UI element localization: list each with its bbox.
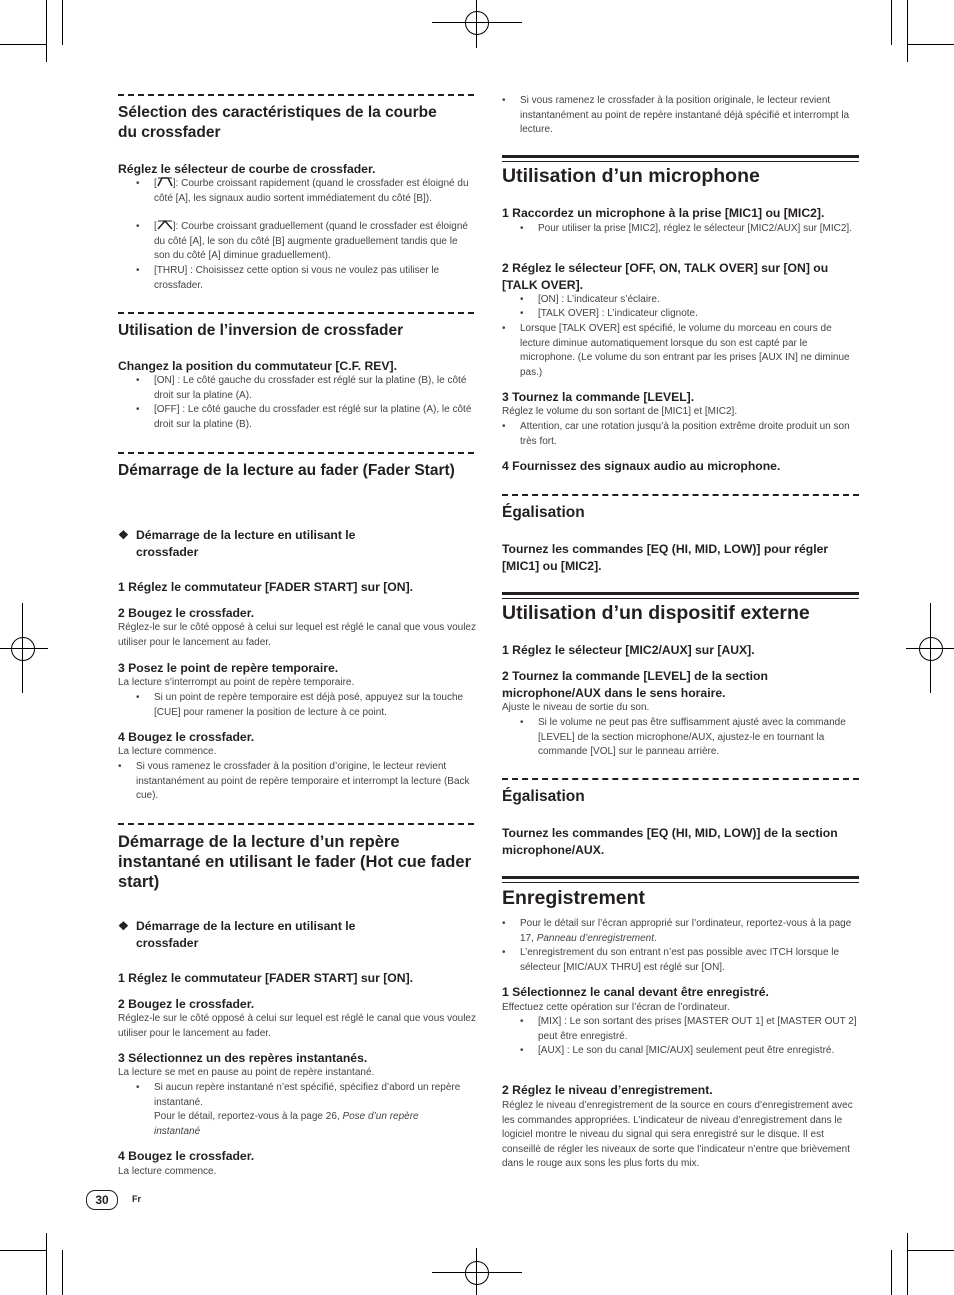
step-1: 1 Réglez le sélecteur [MIC2/AUX] sur [AUX]. (502, 643, 755, 657)
list-item: • Si vous ramenez le crossfader à la position originale, le lecteur revient instantanément au point de repère instantané déjà spécifié et interrompt la lecture. (520, 94, 860, 138)
step-2: 2 Réglez le sélecteur [OFF, ON, TALK OVER] sur [ON] ou [TALK OVER]. (502, 261, 829, 292)
list-item: • Attention, car une rotation jusqu’à la position extrême droite produit un son très fort. (520, 420, 860, 449)
section-title-microphone: Utilisation d’un microphone (502, 165, 760, 187)
step-text: Ajuste le niveau de sortie du son. (502, 702, 650, 713)
section-divider (118, 312, 474, 314)
list-item: • [THRU] : Choisissez cette option si vous ne voulez pas utiliser le crossfader. (154, 264, 474, 293)
section-divider (118, 94, 474, 96)
list-item: • [ ]: Courbe croissant rapidement (quand le crossfader est éloigné du côté [A], les signaux audio sortent immédiatement du côté [B]). (154, 177, 474, 206)
section-title-fader-start: Démarrage de la lecture au fader (Fader Start) (118, 462, 455, 479)
section-rule (502, 592, 859, 600)
step-text: La lecture commence. (118, 1166, 217, 1177)
section-divider (118, 452, 474, 454)
step-3: 3 Posez le point de repère temporaire. (118, 661, 339, 675)
list-item: • [ ]: Courbe croissant graduellement (quand le crossfader est éloigné du côté [A], le son du côté [B] augmente graduellement tandis que le son du côté [A] diminue graduellement). (154, 220, 474, 264)
diamond-icon: ❖ (118, 528, 129, 542)
section-title-hot-cue: Démarrage de la lecture d’un repère instantané en utilisant le fader (Hot cue fader start) (118, 833, 471, 891)
section-title-recording: Enregistrement (502, 887, 646, 909)
step-text: La lecture commence. (118, 746, 217, 757)
list-item: • Si le volume ne peut pas être suffisamment ajusté avec la commande [LEVEL] de la section microphone/AUX, ajustez-le en tournant la commande [VOL] sur le panneau arrière. (538, 716, 856, 760)
list-item: • Si vous ramenez le crossfader à la position d’origine, le lecteur revient instantanément au point de repère temporaire et interrompt la lecture (Back cue). (136, 760, 472, 804)
list-item: • Pour le détail sur l’écran approprié sur l’ordinateur, reportez-vous à la page 17, Panneau d’enregistrement. (520, 917, 860, 946)
subsection-title: ❖ Démarrage de la lecture en utilisant le crossfader (118, 919, 356, 950)
list-item: • Pour utiliser la prise [MIC2], réglez le sélecteur [MIC2/AUX] sur [MIC2]. (538, 222, 858, 237)
section-rule (502, 155, 859, 163)
step-eq: Tournez les commandes [EQ (HI, MID, LOW)] pour régler [MIC1] ou [MIC2]. (502, 542, 829, 573)
step-2: 2 Réglez le niveau d’enregistrement. (502, 1083, 713, 1097)
page-number: 30 (86, 1190, 118, 1210)
diamond-icon: ❖ (118, 919, 129, 933)
gradual-curve-icon (157, 220, 173, 230)
list-item: • [ON] : Le côté gauche du crossfader est réglé sur la platine (B), le côté droit sur la platine (A). (154, 374, 474, 403)
step-text: Réglez-le sur le côté opposé à celui sur lequel est réglé le canal que vous voulez utiliser pour le lancement au fader. (118, 622, 476, 648)
step-text: Effectuez cette opération sur l’écran de l’ordinateur. (502, 1002, 730, 1013)
page-reference-link[interactable]: Pose d’un repère instantané (154, 1111, 419, 1137)
section-title-curve: Sélection des caractéristiques de la courbe du crossfader (118, 104, 437, 141)
section-divider (502, 494, 859, 496)
list-item: • Si un point de repère temporaire est déjà posé, appuyez sur la touche [CUE] pour ramener la position de lecture à ce point. (154, 691, 474, 720)
section-divider (118, 823, 474, 825)
step-reverse: Changez la position du commutateur [C.F. REV]. (118, 359, 397, 373)
step-1: 1 Réglez le commutateur [FADER START] sur [ON]. (118, 580, 414, 594)
language-code: Fr (132, 1194, 141, 1204)
section-divider (502, 778, 859, 780)
step-3: 3 Sélectionnez un des repères instantanés. (118, 1051, 368, 1065)
step-4: 4 Bougez le crossfader. (118, 730, 255, 744)
list-item: • L’enregistrement du son entrant n’est pas possible avec ITCH lorsque le sélecteur [MIC/AUX THRU] est réglé sur [ON]. (520, 946, 860, 975)
reference-text: Pour le détail, reportez-vous à la page 26, Pose d’un repère instantané (154, 1111, 419, 1137)
step-1: 1 Sélectionnez le canal devant être enregistré. (502, 985, 769, 999)
page-reference-link[interactable]: Panneau d’enregistrement (536, 932, 654, 944)
section-title-external: Utilisation d’un dispositif externe (502, 602, 810, 624)
step-4: 4 Fournissez des signaux audio au microphone. (502, 459, 781, 473)
step-4: 4 Bougez le crossfader. (118, 1149, 255, 1163)
section-title-reverse: Utilisation de l’inversion de crossfader (118, 322, 404, 339)
list-item: • Si aucun repère instantané n’est spécifié, spécifiez d’abord un repère instantané. (154, 1081, 464, 1110)
step-text: La lecture se met en pause au point de repère instantané. (118, 1067, 375, 1078)
step-curve: Réglez le sélecteur de courbe de crossfader. (118, 162, 376, 176)
step-1: 1 Réglez le commutateur [FADER START] sur [ON]. (118, 971, 414, 985)
list-item: • [MIX] : Le son sortant des prises [MASTER OUT 1] et [MASTER OUT 2] peut être enregistré. (538, 1015, 858, 1044)
steep-curve-icon (157, 177, 173, 187)
section-rule (502, 876, 859, 884)
section-title-eq: Égalisation (502, 788, 585, 805)
step-text: Réglez le niveau d’enregistrement de la source en cours d’enregistrement avec les commandes appropriées. L’indicateur de niveau d’enregistrement dans le logiciel montre le niveau du signal qui sera enregistré sur le disque. Il est conseillé de régler les niveaux de sorte que l’indicateur n’entre que brièvement dans le rouge aux sons les plus forts du mix. (502, 1100, 853, 1169)
step-text: Réglez-le sur le côté opposé à celui sur lequel est réglé le canal que vous voulez utiliser pour le lancement au fader. (118, 1013, 476, 1039)
step-text: La lecture s’interrompt au point de repère temporaire. (118, 677, 355, 688)
step-3: 3 Tournez la commande [LEVEL]. (502, 390, 695, 404)
step-2: 2 Bougez le crossfader. (118, 606, 255, 620)
list-item: • [ON] : L’indicateur s’éclaire. (538, 293, 858, 308)
step-2: 2 Bougez le crossfader. (118, 997, 255, 1011)
list-item: • [TALK OVER] : L’indicateur clignote. (538, 307, 858, 322)
list-item: • [AUX] : Le son du canal [MIC/AUX] seulement peut être enregistré. (538, 1044, 858, 1059)
step-1: 1 Raccordez un microphone à la prise [MIC1] ou [MIC2]. (502, 206, 825, 220)
step-2: 2 Tournez la commande [LEVEL] de la section microphone/AUX dans le sens horaire. (502, 669, 768, 700)
section-title-eq: Égalisation (502, 504, 585, 521)
step-text: Réglez le volume du son sortant de [MIC1] et [MIC2]. (502, 406, 738, 417)
step-eq: Tournez les commandes [EQ (HI, MID, LOW)] de la section microphone/AUX. (502, 826, 838, 857)
subsection-title: ❖ Démarrage de la lecture en utilisant le crossfader (118, 528, 356, 559)
list-item: • [OFF] : Le côté gauche du crossfader est réglé sur la platine (A), le côté droit sur la platine (B). (154, 403, 474, 432)
list-item: • Lorsque [TALK OVER] est spécifié, le volume du morceau en cours de lecture diminue automatiquement lorsque du son est capté par le microphone. (Le volume du son entrant par les prises [AUX IN] ne diminue pas.) (520, 322, 858, 380)
